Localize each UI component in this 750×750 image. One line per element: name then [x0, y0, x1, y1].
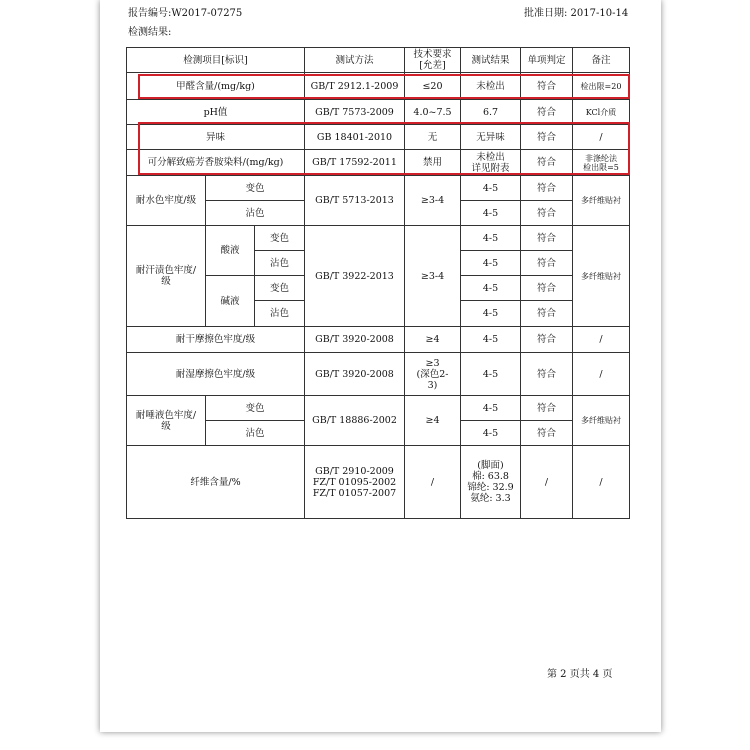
row-sweat-result-2: 4-5	[461, 251, 521, 276]
row-sweat-result-4: 4-5	[461, 301, 521, 327]
page-number: 第 2 页共 4 页	[547, 669, 613, 680]
row-fiber-judgment: /	[521, 446, 573, 519]
row-dry-rub-result: 4-5	[461, 327, 521, 353]
row-sweat-sub-3: 变色	[255, 276, 305, 301]
row-saliva-note: 多纤维贴衬	[573, 396, 630, 446]
row-azo-judgment: 符合	[521, 150, 573, 176]
row-saliva-sub-staining: 沾色	[206, 421, 305, 446]
row-ph-judgment: 符合	[521, 100, 573, 125]
row-sweat-method: GB/T 3922-2013	[305, 226, 405, 327]
row-sweat-sub-2: 沾色	[255, 251, 305, 276]
row-sweat-judgment-2: 符合	[521, 251, 573, 276]
row-wet-rub-method: GB/T 3920-2008	[305, 353, 405, 396]
row-water-result-2: 4-5	[461, 201, 521, 226]
row-saliva-judgment-1: 符合	[521, 396, 573, 421]
row-sweat-result-3: 4-5	[461, 276, 521, 301]
row-saliva-judgment-2: 符合	[521, 421, 573, 446]
row-water-note: 多纤维贴衬	[573, 176, 630, 226]
row-fiber-requirement: /	[405, 446, 461, 519]
row-water-requirement: ≥3-4	[405, 176, 461, 226]
row-fiber-method: GB/T 2910-2009 FZ/T 01095-2002 FZ/T 01057-2007	[305, 446, 405, 519]
row-azo-result: 未检出 详见附表	[461, 150, 521, 176]
header-judgment: 单项判定	[521, 47, 573, 73]
row-odor-judgment: 符合	[521, 125, 573, 150]
row-formaldehyde-judgment: 符合	[521, 73, 573, 100]
row-sweat-item: 耐汗渍色牢度/ 级	[126, 226, 206, 327]
row-wet-rub-requirement: ≥3 (深色2- 3)	[405, 353, 461, 396]
row-saliva-sub-color-change: 变色	[206, 396, 305, 421]
row-wet-rub-item: 耐湿摩擦色牢度/级	[126, 353, 305, 396]
row-ph-note: KCl介质	[573, 100, 630, 125]
row-sweat-acid: 酸液	[206, 226, 255, 276]
row-odor-result: 无异味	[461, 125, 521, 150]
row-sweat-judgment-1: 符合	[521, 226, 573, 251]
row-fiber-note: /	[573, 446, 630, 519]
row-saliva-result-1: 4-5	[461, 396, 521, 421]
row-sweat-alkali: 碱液	[206, 276, 255, 327]
row-ph-method: GB/T 7573-2009	[305, 100, 405, 125]
report-page	[100, 0, 661, 732]
row-water-result-1: 4-5	[461, 176, 521, 201]
row-fiber-item: 纤维含量/%	[126, 446, 305, 519]
row-sweat-judgment-4: 符合	[521, 301, 573, 327]
header-item: 检测项目[标识]	[126, 47, 305, 73]
row-wet-rub-judgment: 符合	[521, 353, 573, 396]
header-result: 测试结果	[461, 47, 521, 73]
row-ph-result: 6.7	[461, 100, 521, 125]
row-saliva-result-2: 4-5	[461, 421, 521, 446]
row-water-judgment-1: 符合	[521, 176, 573, 201]
row-odor-requirement: 无	[405, 125, 461, 150]
row-sweat-judgment-3: 符合	[521, 276, 573, 301]
row-saliva-requirement: ≥4	[405, 396, 461, 446]
row-water-item: 耐水色牢度/级	[126, 176, 206, 226]
row-water-judgment-2: 符合	[521, 201, 573, 226]
row-wet-rub-result: 4-5	[461, 353, 521, 396]
row-dry-rub-requirement: ≥4	[405, 327, 461, 353]
row-formaldehyde-result: 未检出	[461, 73, 521, 100]
row-formaldehyde-note: 检出限=20	[573, 73, 630, 100]
row-sweat-sub-1: 变色	[255, 226, 305, 251]
row-formaldehyde-method: GB/T 2912.1-2009	[305, 73, 405, 100]
row-azo-note: 非涤纶法 检出限=5	[573, 150, 630, 176]
row-dry-rub-item: 耐干摩擦色牢度/级	[126, 327, 305, 353]
row-water-method: GB/T 5713-2013	[305, 176, 405, 226]
report-number: 报告编号:W2017-07275	[128, 8, 243, 19]
approval-date: 批准日期: 2017-10-14	[524, 8, 629, 19]
row-sweat-result-1: 4-5	[461, 226, 521, 251]
results-label: 检测结果:	[128, 27, 172, 38]
row-wet-rub-note: /	[573, 353, 630, 396]
row-formaldehyde-requirement: ≤20	[405, 73, 461, 100]
row-fiber-result: (脚面) 棉: 63.8 锦纶: 32.9 氨纶: 3.3	[461, 446, 521, 519]
row-dry-rub-judgment: 符合	[521, 327, 573, 353]
row-azo-requirement: 禁用	[405, 150, 461, 176]
row-ph-item: pH值	[126, 100, 305, 125]
row-sweat-sub-4: 沾色	[255, 301, 305, 327]
row-saliva-method: GB/T 18886-2002	[305, 396, 405, 446]
row-odor-item: 异味	[126, 125, 305, 150]
row-water-sub-color-change: 变色	[206, 176, 305, 201]
header-requirement: 技术要求 [允差]	[405, 47, 461, 73]
row-sweat-requirement: ≥3-4	[405, 226, 461, 327]
row-azo-item: 可分解致癌芳香胺染料/(mg/kg)	[126, 150, 305, 176]
row-azo-method: GB/T 17592-2011	[305, 150, 405, 176]
header-method: 测试方法	[305, 47, 405, 73]
row-sweat-note: 多纤维贴衬	[573, 226, 630, 327]
row-dry-rub-method: GB/T 3920-2008	[305, 327, 405, 353]
row-formaldehyde-item: 甲醛含量/(mg/kg)	[126, 73, 305, 100]
row-dry-rub-note: /	[573, 327, 630, 353]
row-odor-note: /	[573, 125, 630, 150]
results-table	[126, 47, 630, 519]
row-saliva-item: 耐唾液色牢度/ 级	[126, 396, 206, 446]
row-odor-method: GB 18401-2010	[305, 125, 405, 150]
row-water-sub-staining: 沾色	[206, 201, 305, 226]
row-ph-requirement: 4.0~7.5	[405, 100, 461, 125]
header-note: 备注	[573, 47, 630, 73]
